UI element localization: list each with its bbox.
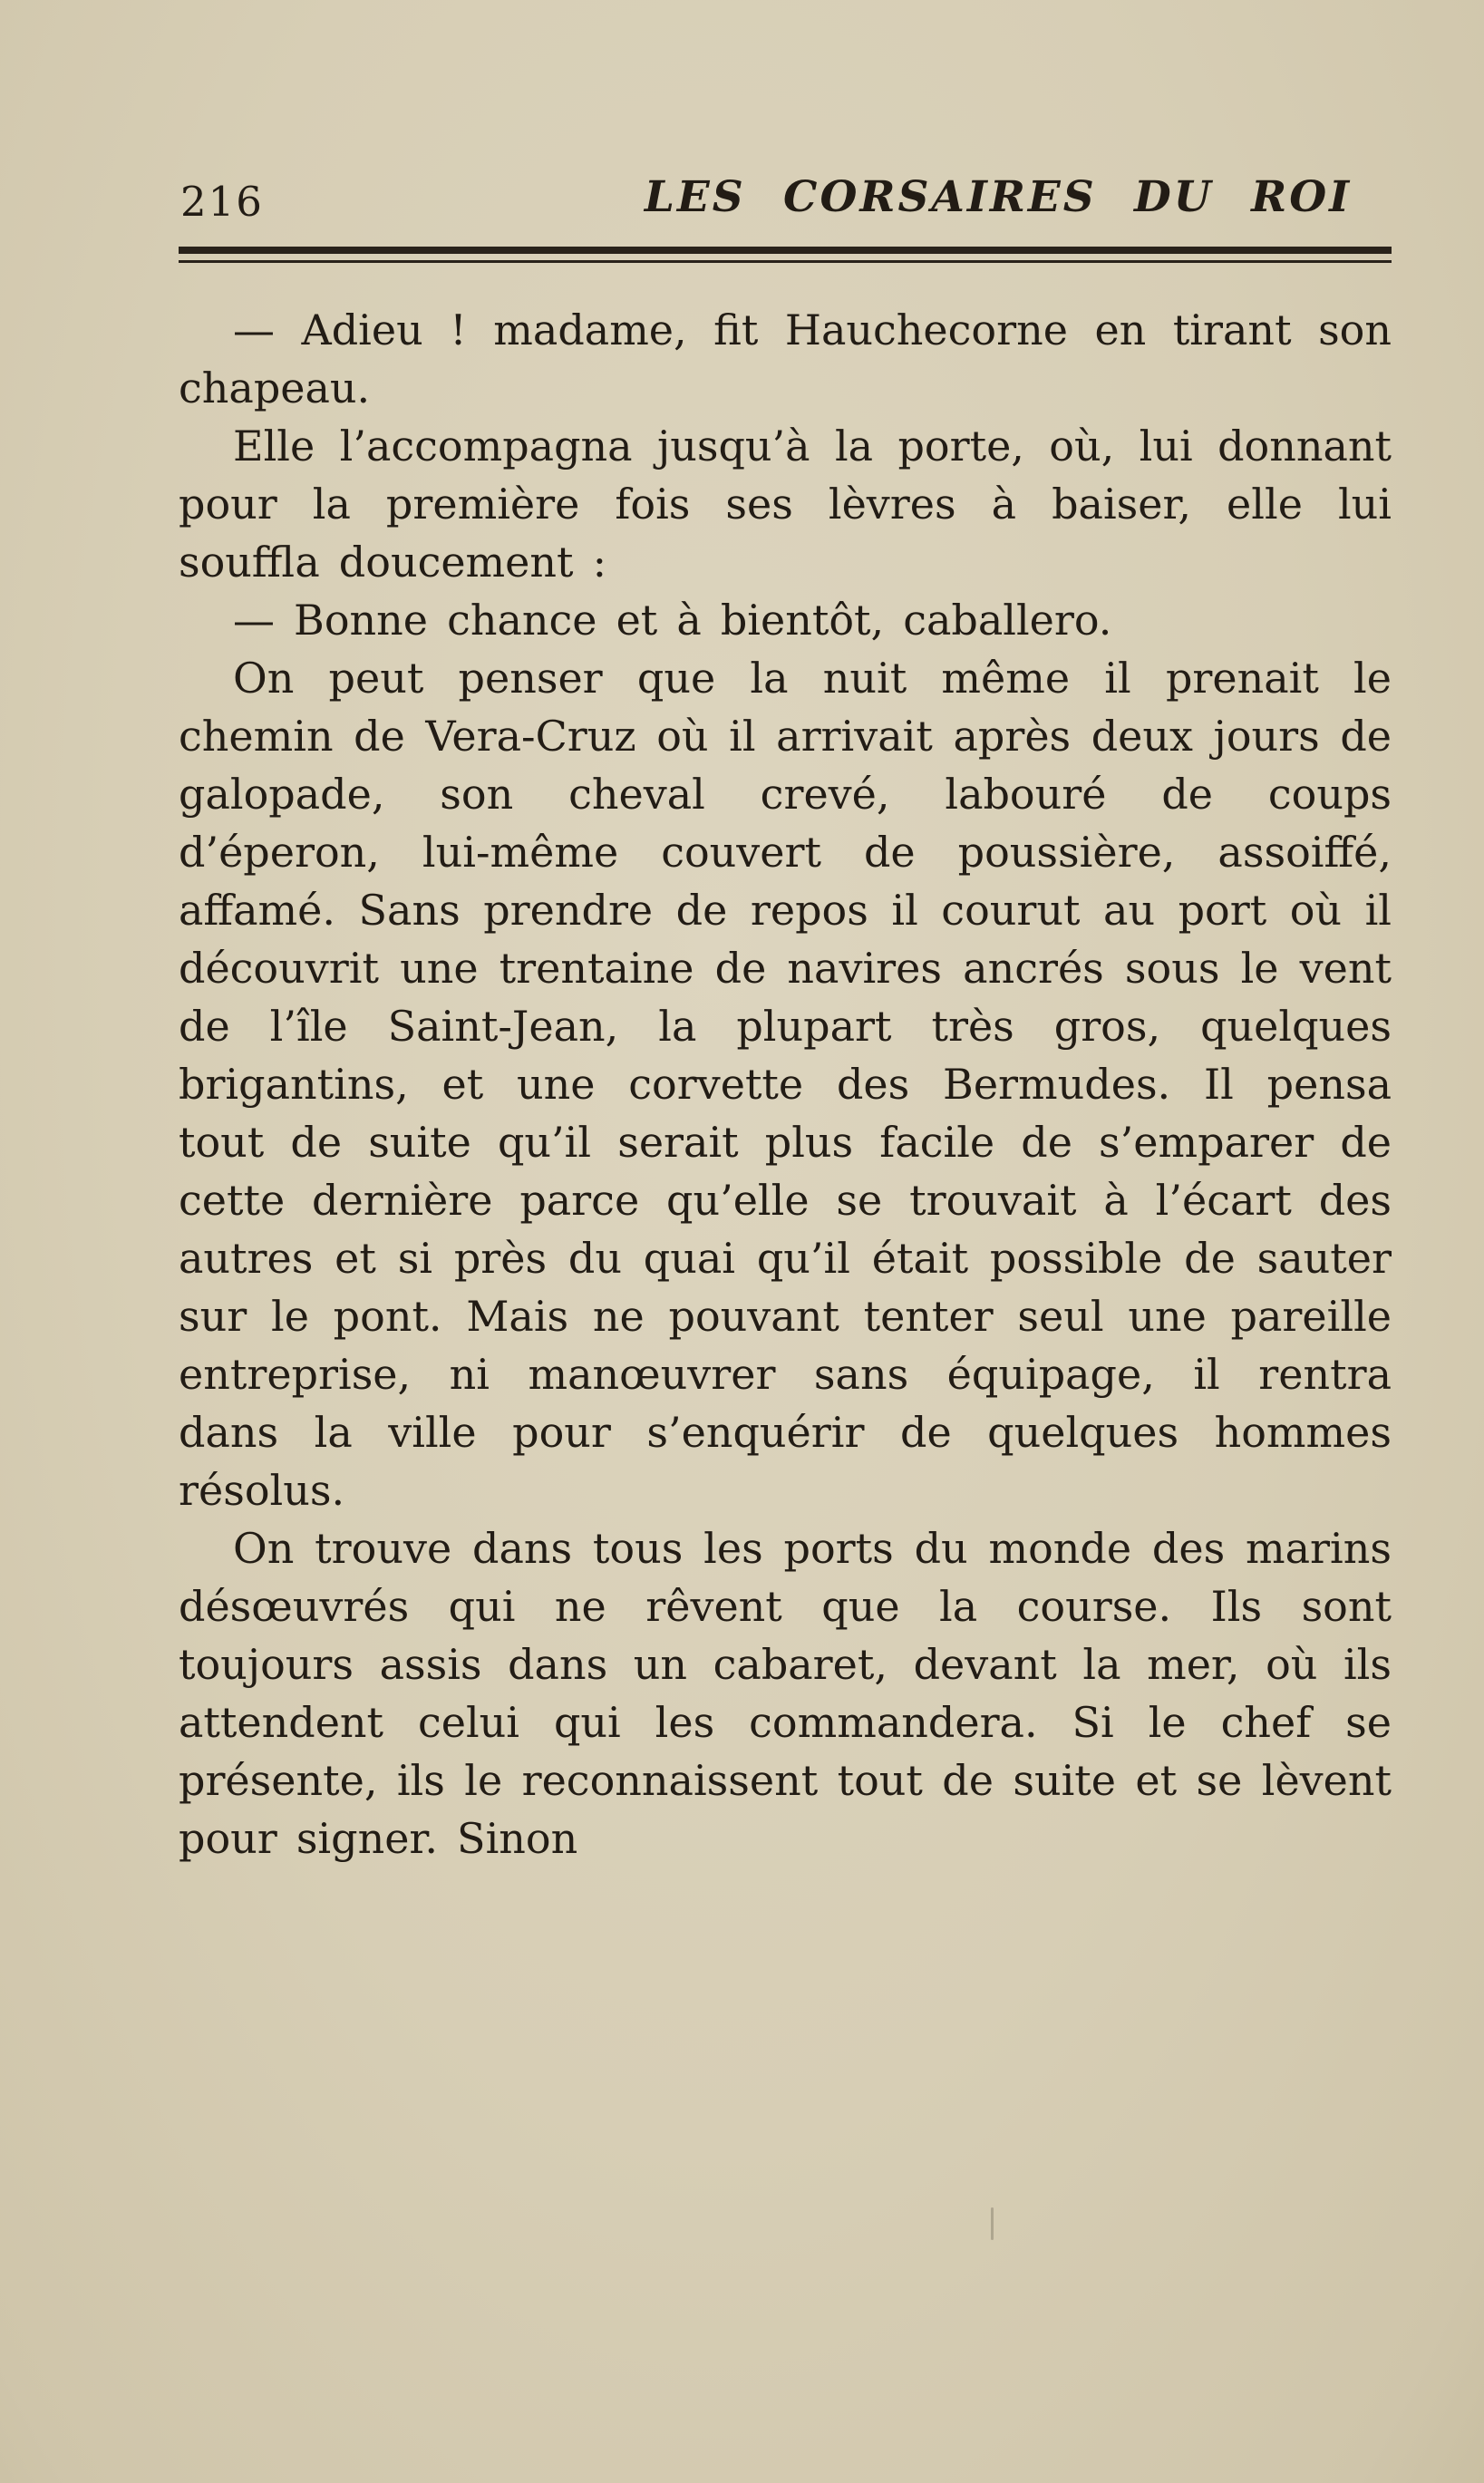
page-body bbox=[179, 301, 1392, 1867]
divider-thick-rule bbox=[179, 247, 1392, 254]
header-divider bbox=[179, 247, 1392, 263]
page-number: 216 bbox=[180, 178, 264, 226]
paragraph: On trouve dans tous les ports du monde des marins désœuvrés qui ne rêvent que la course. Ils sont toujours assis dans un cabaret, devant la mer, où ils attendent celui qui les commandera. Si le chef se présente, ils le reconnaissent tout de suite et se lèvent pour signer. Sinon bbox=[179, 1524, 1392, 1863]
paragraph: On peut penser que la nuit même il prenait le chemin de Vera-Cruz où il arrivait après deux jours de galopade, son cheval crevé, labouré de coups d’éperon, lui-même couvert de poussière, assoiffé, affamé. Sans prendre de repos il courut au port où il découvrit une trentaine de navires ancrés sous le vent de l’île Saint-Jean, la plupart très gros, quelques brigantins, et une corvette des Bermudes. Il pensa tout de suite qu’il serait plus facile de s’emparer de cette dernière parce qu’elle se trouvait à l’écart des autres et si près du quai qu’il était possible de sauter sur le pont. Mais ne pouvant tenter seul une pareille entreprise, ni manœuvrer sans équipage, il rentra dans la ville pour s’enquérir de quelques hommes résolus. bbox=[179, 654, 1392, 1515]
running-title: LES CORSAIRES DU ROI bbox=[644, 172, 1353, 222]
divider-thin-rule bbox=[179, 260, 1392, 263]
page-header bbox=[179, 172, 1392, 232]
text-block bbox=[179, 172, 1392, 1867]
paragraph: Elle l’accompagna jusqu’à la porte, où, lui donnant pour la première fois ses lèvres à baiser, elle lui souffla doucement : bbox=[179, 422, 1392, 587]
paragraph: — Bonne chance et à bientôt, caballero. bbox=[233, 596, 1112, 645]
paragraph: — Adieu ! madame, fit Hauchecorne en tirant son chapeau. bbox=[179, 306, 1392, 412]
scan-artifact bbox=[991, 2207, 994, 2240]
